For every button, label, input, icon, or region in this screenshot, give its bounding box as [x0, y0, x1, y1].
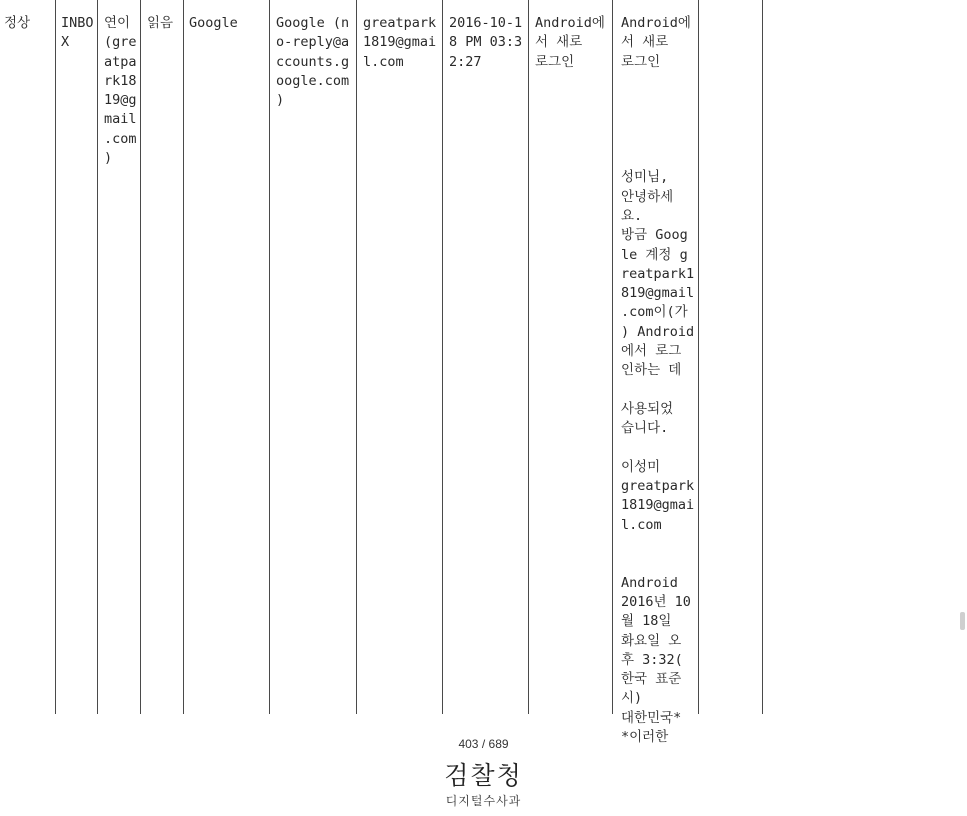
column-divider: [55, 0, 56, 714]
datetime-cell: 2016-10-1 8 PM 03:3 2:27: [449, 15, 523, 70]
column-divider: [612, 0, 613, 714]
sender-cell: Google (n o-reply@a ccounts.g oogle.com ): [276, 15, 350, 109]
scan-artifact: [960, 612, 965, 630]
sender-name-cell: Google: [189, 15, 238, 31]
page-number: [0, 737, 967, 751]
read-state-cell: 읽음: [147, 15, 174, 31]
column-divider: [97, 0, 98, 714]
body-cell: Android에 서 새로 로그인 성미님, 안녕하세 요. 방금 Goog le 계정 g reatpark1 819@gmail .com이(가 ) Android 에서 로그 인하는 데 사용되었 습니다. 이성미 greatpark 1819@gmai l.com Android 2016년 10 월 18일 화요일 오 후 3:32( 한국 표준 시) 대한민국* *이러한: [621, 15, 695, 745]
column-divider: [269, 0, 270, 714]
page-current: 403: [458, 737, 479, 751]
column-divider: [183, 0, 184, 714]
status-cell: 정상: [4, 15, 31, 31]
page-separator: /: [481, 737, 486, 751]
department-name: 디지털수사과: [445, 794, 522, 808]
organization-name: 검찰청: [444, 762, 523, 790]
column-divider: [140, 0, 141, 714]
subject-cell: Android에 서 새로 로그인: [535, 15, 605, 70]
column-divider: [356, 0, 357, 714]
page-total: 689: [488, 737, 509, 751]
recipient-cell: greatpark 1819@gmai l.com: [363, 15, 437, 70]
folder-cell: INBO X: [61, 15, 94, 51]
column-divider: [528, 0, 529, 714]
column-divider: [762, 0, 763, 714]
account-cell: 연이 (gre atpa rk18 19@g mail .com ): [104, 15, 137, 167]
column-divider: [698, 0, 699, 714]
column-divider: [442, 0, 443, 714]
